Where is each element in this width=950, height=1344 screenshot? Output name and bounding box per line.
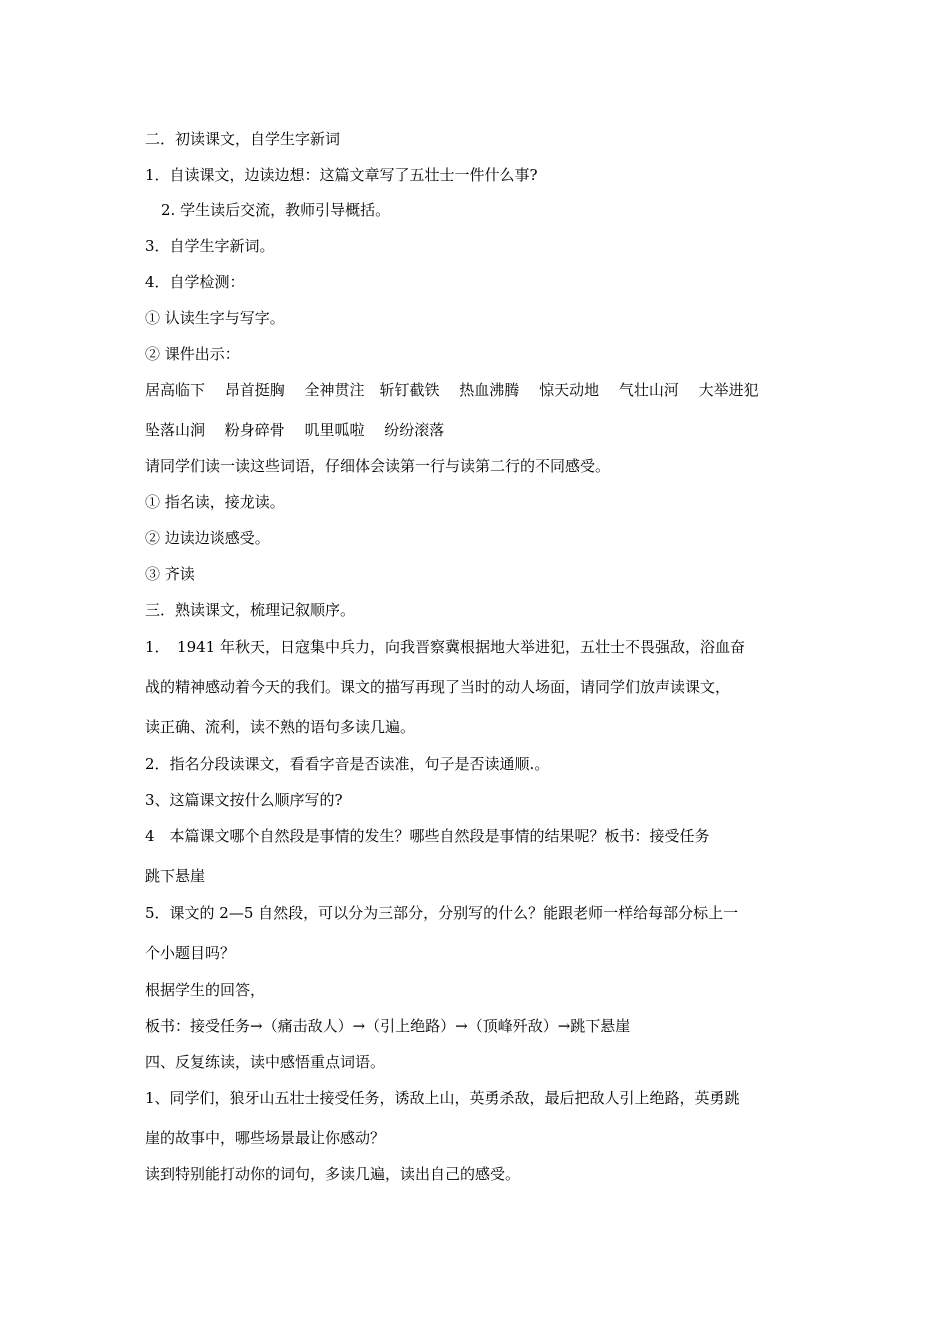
step-1: 1．自读课文，边读边想：这篇文章写了五壮士一件什么事? bbox=[145, 166, 538, 184]
step-5-text: 5．课文的 2—5 自然段，可以分为三部分，分别写的什么？能跟老师一样给每部分标上一 bbox=[145, 904, 739, 922]
word-list-row-2: 坠落山涧 粉身碎骨 叽里呱啦 纷纷滚落 bbox=[145, 421, 445, 439]
step-4-continuation: 跳下悬崖 bbox=[145, 867, 206, 885]
closing-instruction: 读到特别能打动你的词句，多读几遍，读出自己的感受。 bbox=[145, 1165, 521, 1183]
instruction-text: 请同学们读一读这些词语，仔细体会读第一行与读第二行的不同感受。 bbox=[145, 457, 611, 475]
section-heading-3: 三．熟读课文，梳理记叙顺序。 bbox=[145, 601, 356, 619]
reading-step-3: ③ 齐读 bbox=[145, 565, 195, 583]
step-2: 2. 学生读后交流，教师引导概括。 bbox=[161, 201, 391, 219]
step-3: 3．自学生字新词。 bbox=[145, 237, 275, 255]
section-heading-2: 二．初读课文，自学生字新词 bbox=[145, 130, 341, 148]
board-writing: 板书：接受任务→（痛击敌人）→（引上绝路）→（顶峰歼敌）→跳下悬崖 bbox=[145, 1017, 631, 1035]
sub-step-2: ② 课件出示： bbox=[145, 345, 240, 363]
reading-step-2: ② 边读边谈感受。 bbox=[145, 529, 270, 547]
paragraph-1-line-1: 1． 1941 年秋天，日寇集中兵力，向我晋察冀根据地大举进犯，五壮士不畏强敌，浴血奋 bbox=[145, 638, 745, 656]
word-list-row-1: 居高临下 昂首挺胸 全神贯注 斩钉截铁 热血沸腾 惊天动地 气壮山河 大举进犯 bbox=[145, 381, 759, 399]
step-4: 4．自学检测： bbox=[145, 273, 245, 291]
step-5-continuation: 个小题目吗？ bbox=[145, 944, 236, 962]
section-4-step-1: 1、同学们，狼牙山五壮士接受任务，诱敌上山，英勇杀敌，最后把敌人引上绝路，英勇跳 bbox=[145, 1089, 740, 1107]
step-2-text: 2．指名分段读课文，看看字音是否读准，句子是否读通顺.。 bbox=[145, 755, 550, 773]
step-4-text: 4 本篇课文哪个自然段是事情的发生？哪些自然段是事情的结果呢？板书：接受任务 bbox=[145, 827, 710, 845]
step-3-text: 3、这篇课文按什么顺序写的? bbox=[145, 791, 343, 809]
paragraph-1-line-2: 战的精神感动着今天的我们。课文的描写再现了当时的动人场面，请同学们放声读课文， bbox=[145, 678, 731, 696]
paragraph-1-line-3: 读正确、流利，读不熟的语句多读几遍。 bbox=[145, 718, 416, 736]
section-heading-4: 四、反复练读，读中感悟重点词语。 bbox=[145, 1053, 386, 1071]
reading-step-1: ① 指名读，接龙读。 bbox=[145, 493, 285, 511]
section-4-step-1-continuation: 崖的故事中，哪些场景最让你感动？ bbox=[145, 1129, 386, 1147]
answer-intro: 根据学生的回答， bbox=[145, 981, 266, 999]
sub-step-1: ① 认读生字与写字。 bbox=[145, 309, 285, 327]
